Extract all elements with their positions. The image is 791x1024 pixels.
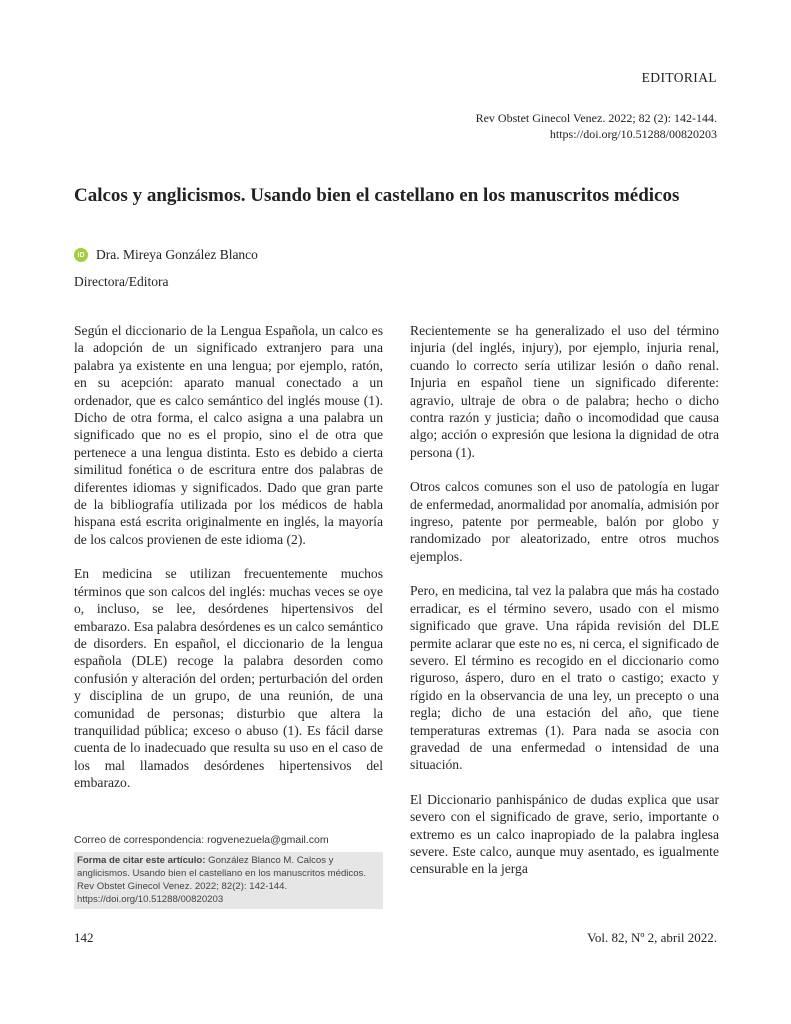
article-title: Calcos y anglicismos. Usando bien el castellano en los manuscritos médicos (74, 185, 680, 206)
author-role: Directora/Editora (74, 274, 169, 289)
paragraph: Según el diccionario de la Lengua Española, un calco es la adopción de un significado extranjero para una palabra ya existente en una lengua; por ejemplo, ratón, en su acepción: aparato manual conectado a un ordenador, que es calco semántico del inglés mouse (1). Dicho de otra forma, el calco asigna a una palabra un significado que no es el propio, sino el de otra que pertenece a una lengua distinta. Esto es debido a cierta similitud fonética o de escritura entre dos palabras de diferentes idiomas y significados. Dado que gran parte de la bibliografía utilizada por los médicos de habla hispana está escrita originalmente en inglés, la mayoría de los calcos provienen de este idioma (2). (74, 323, 383, 547)
paragraph: Otros calcos comunes son el uso de patología en lugar de enfermedad, anormalidad por anomalía, admisión por ingreso, patente por permeable, balón por globo y randomizado por aleatorizado, entre otros muchos ejemplos. (410, 479, 719, 564)
journal-reference (476, 110, 717, 142)
correspondence-note: Correo de correspondencia: rogvenezuela@gmail.com (74, 834, 329, 846)
section-label: EDITORIAL (641, 70, 717, 85)
paragraph: Pero, en medicina, tal vez la palabra que más ha costado erradicar, es el término severo, usado con el mismo significado que grave. Una rápida revisión del DLE permite aclarar que este no es, ni cerca, el significado de severo. El término es recogido en el diccionario como riguroso, áspero, duro en el trato o castigo; exacto y rígido en la observancia de una ley, un precepto o una regla; dicho de una estación del año, que tiene temperaturas extremas (1). Para nada se asocia con gravedad de una enfermedad o intensidad de una situación. (410, 583, 719, 773)
left-column (74, 322, 383, 809)
citation-box (74, 852, 383, 909)
paragraph: Recientemente se ha generalizado el uso del término injuria (del inglés, injury), por ejemplo, injuria renal, cuando lo correcto sería utilizar lesión o daño renal. Injuria en español tiene un significado diferente: agravio, ultraje de obra o de palabra; hecho o dicho contra razón y justicia; daño o incomodidad que causa algo; acción o expresión que lesiona la dignidad de otra persona (1). (410, 323, 719, 460)
right-column (410, 322, 719, 895)
author-line (74, 246, 258, 264)
doi-link[interactable]: https://doi.org/10.51288/00820203 (549, 127, 717, 141)
journal-citation: Rev Obstet Ginecol Venez. 2022; 82 (2): 142-144. (475, 111, 717, 125)
paragraph: En medicina se utilizan frecuentemente muchos términos que son calcos del inglés: muchas veces se oye o, incluso, se lee, desórdenes hipertensivos del embarazo. Esa palabra desórdenes es un calco semántico de disorders. En español, el diccionario de la lengua española (DLE) recoge la palabra desorden como confusión y alteración del orden; perturbación del orden y disciplina de un grupo, de una reunión, de una comunidad de personas; disturbio que altera la tranquilidad pública; exceso o abuso (1). Es fácil darse cuenta de lo inadecuado que resulta su uso en el caso de los mal llamados desórdenes hipertensivos del embarazo. (74, 566, 383, 791)
citation-text: González Blanco M. Calcos y anglicismos. Usando bien el castellano en los manuscritos médicos. Rev Obstet Ginecol Venez. 2022; 82(2): 142-144. https://doi.org/10.51288/00820203 (77, 855, 367, 905)
author-name: Dra. Mireya González Blanco (96, 247, 258, 262)
paragraph: El Diccionario panhispánico de dudas explica que usar severo con el significado de grave, serio, importante o extremo es un calco inapropiado de la palabra inglesa severe. Este calco, aunque muy asentado, es igualmente censurable en la jerga (410, 791, 719, 877)
orcid-icon[interactable]: iD (74, 248, 88, 262)
citation-label: Forma de citar este artículo: (77, 855, 206, 866)
volume-info: Vol. 82, Nº 2, abril 2022. (587, 930, 717, 945)
page-number: 142 (74, 930, 94, 945)
